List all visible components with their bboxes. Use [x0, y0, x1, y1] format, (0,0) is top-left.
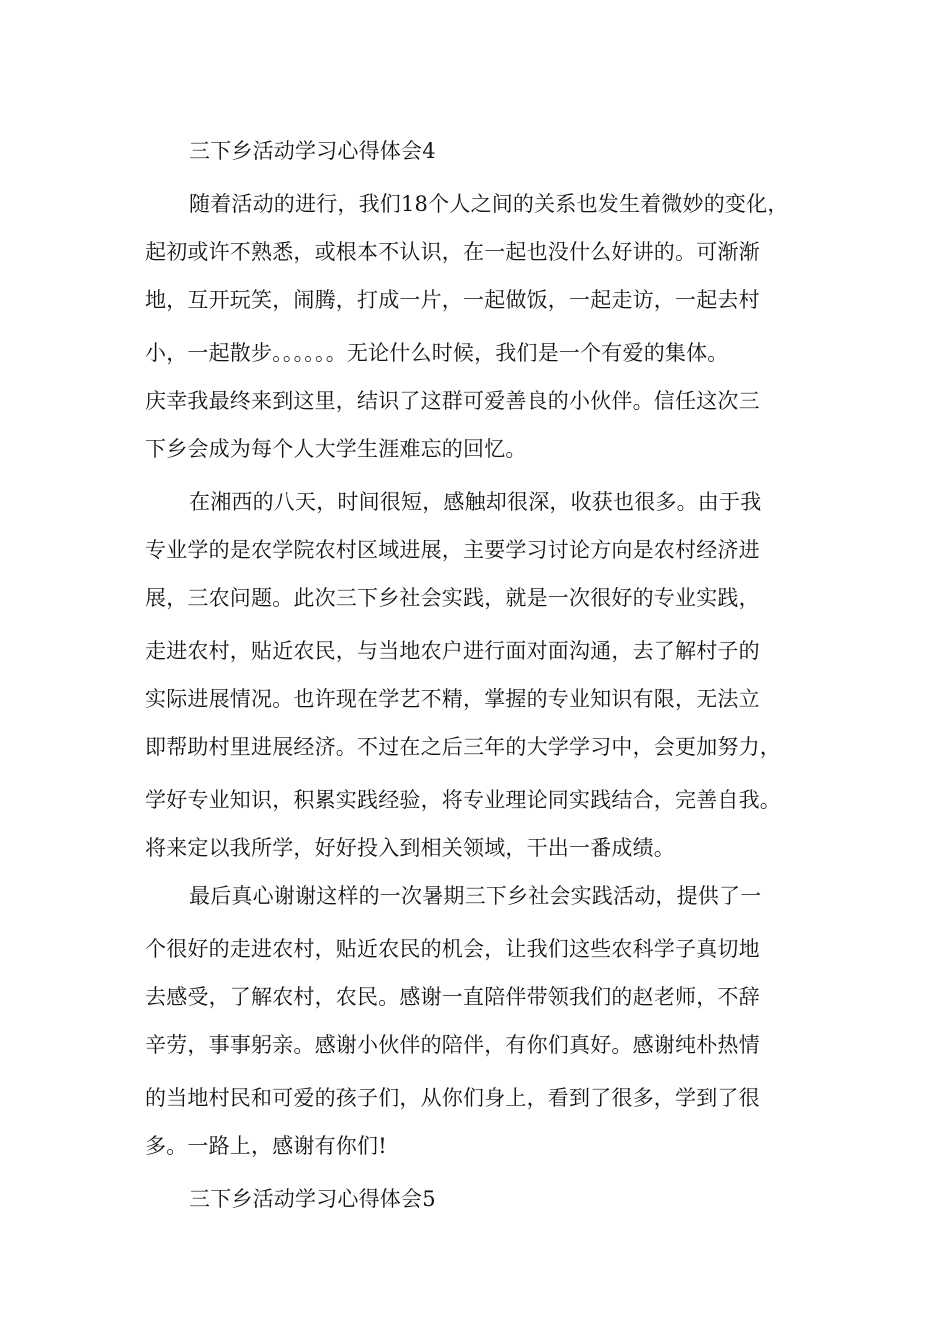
paragraph-1-line-4: 小，一起散步。。。。。。无论什么时候，我们是一个有爱的集体。	[145, 341, 729, 365]
paragraph-1-line-5: 庆幸我最终来到这里，结识了这群可爱善良的小伙伴。信任这次三	[145, 389, 760, 413]
paragraph-2-line-2: 专业学的是农学院农村区域进展，主要学习讨论方向是农村经济进	[145, 538, 760, 562]
paragraph-2-line-7: 学好专业知识，积累实践经验，将专业理论同实践结合，完善自我。	[145, 788, 781, 812]
paragraph-1-line-1: 随着活动的进行，我们18个人之间的关系也发生着微妙的变化，	[189, 192, 789, 216]
paragraph-2-line-6: 即帮助村里进展经济。不过在之后三年的大学学习中，会更加努力，	[145, 735, 781, 759]
paragraph-3-line-5: 的当地村民和可爱的孩子们，从你们身上，看到了很多，学到了很	[145, 1086, 760, 1110]
paragraph-2-line-4: 走进农村，贴近农民，与当地农户进行面对面沟通，去了解村子的	[145, 639, 760, 663]
paragraph-1-line-6: 下乡会成为每个人大学生涯难忘的回忆。	[145, 437, 527, 461]
paragraph-1-line-2: 起初或许不熟悉，或根本不认识，在一起也没什么好讲的。可渐渐	[145, 240, 760, 264]
paragraph-2-line-8: 将来定以我所学，好好投入到相关领域，干出一番成绩。	[145, 836, 675, 860]
paragraph-3-line-6: 多。一路上，感谢有你们!	[145, 1134, 387, 1158]
paragraph-2-line-1: 在湘西的八天，时间很短，感触却很深，收获也很多。由于我	[189, 490, 762, 514]
section-heading-5: 三下乡活动学习心得体会5	[189, 1187, 436, 1211]
paragraph-2-line-3: 展，三农问题。此次三下乡社会实践，就是一次很好的专业实践，	[145, 586, 760, 610]
paragraph-3-line-4: 辛劳，事事躬亲。感谢小伙伴的陪伴，有你们真好。感谢纯朴热情	[145, 1033, 760, 1057]
paragraph-1-line-3: 地，互开玩笑，闹腾，打成一片，一起做饭，一起走访，一起去村	[145, 288, 760, 312]
paragraph-2-line-5: 实际进展情况。也许现在学艺不精，掌握的专业知识有限，无法立	[145, 687, 760, 711]
paragraph-3-line-3: 去感受，了解农村，农民。感谢一直陪伴带领我们的赵老师，不辞	[145, 985, 760, 1009]
paragraph-3-line-1: 最后真心谢谢这样的一次暑期三下乡社会实践活动，提供了一	[189, 884, 762, 908]
paragraph-3-line-2: 个很好的走进农村，贴近农民的机会，让我们这些农科学子真切地	[145, 937, 760, 961]
section-heading-4: 三下乡活动学习心得体会4	[189, 139, 436, 163]
